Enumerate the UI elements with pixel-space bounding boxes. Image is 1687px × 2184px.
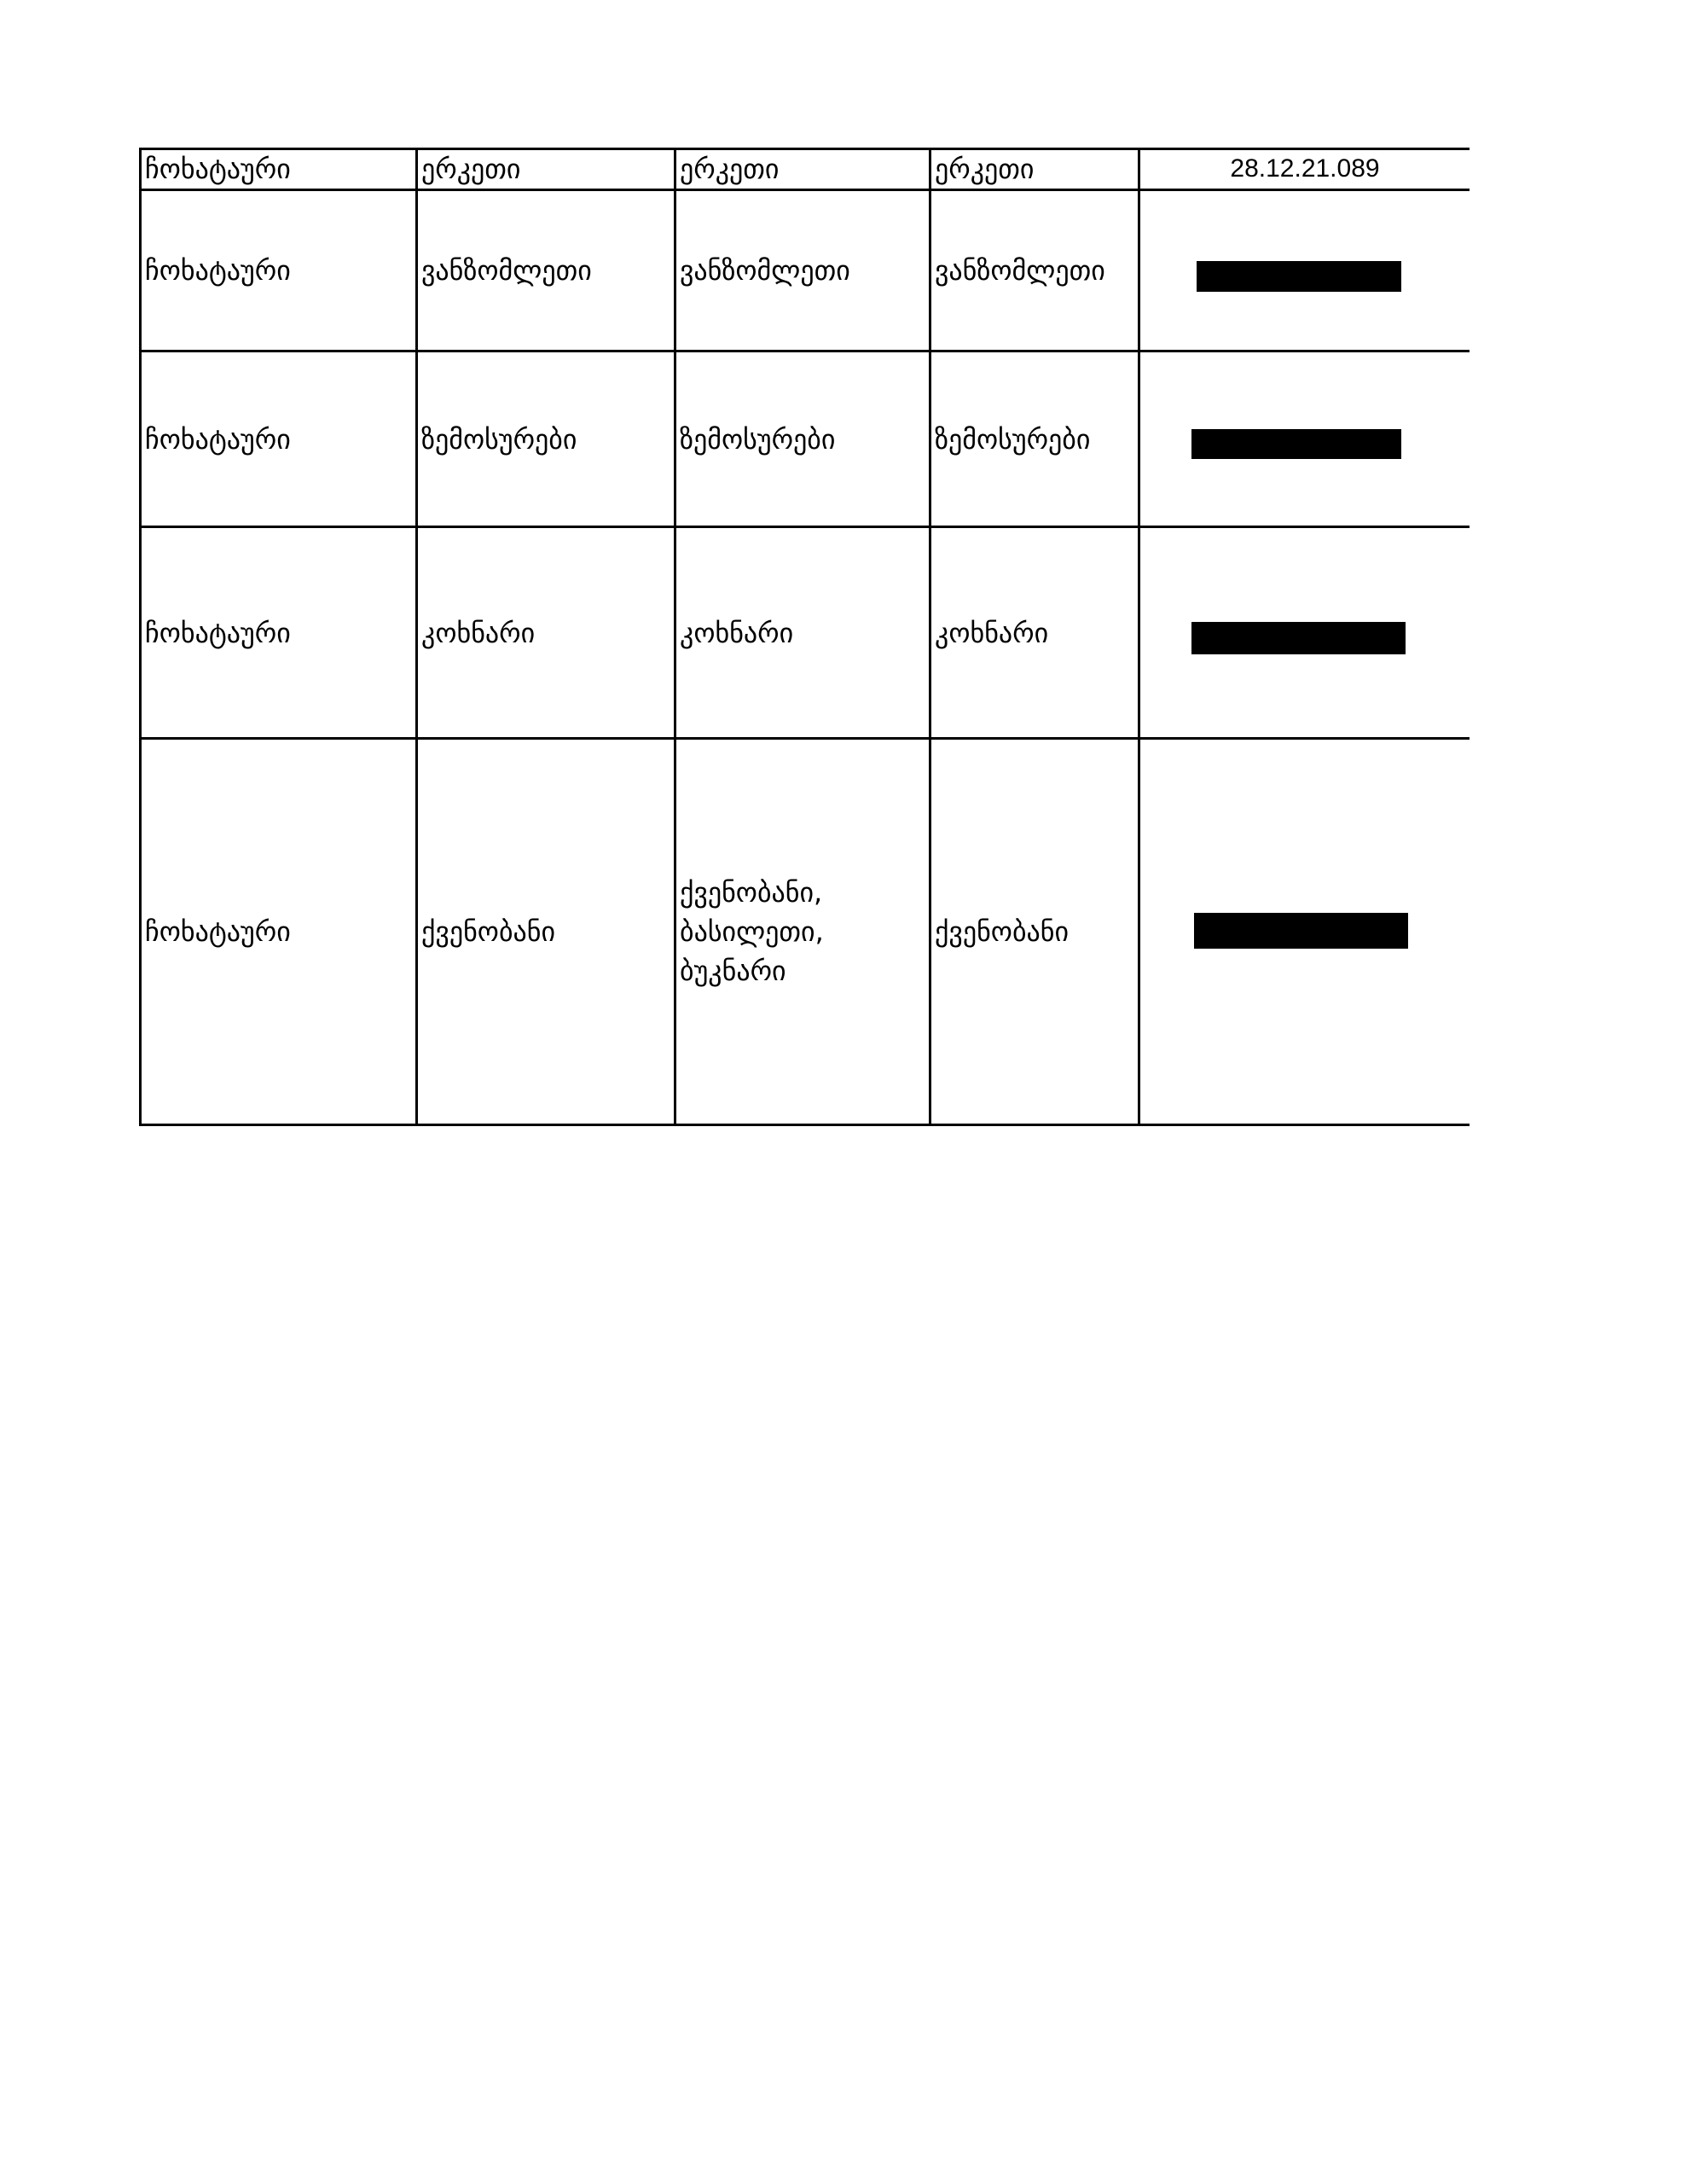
document-table — [139, 148, 1470, 1126]
table-cell: ქვენობანი — [421, 915, 556, 948]
table-column-divider — [1138, 148, 1140, 1126]
table-cell-header-municipality: ჩოხატაური — [145, 153, 291, 185]
redaction-bar — [1197, 261, 1401, 292]
table-cell: ზემოსურები — [421, 422, 577, 456]
table-cell: ვანზომლეთი — [421, 254, 592, 287]
table-cell: ჩოხატაური — [145, 616, 291, 649]
table-cell: კოხნარი — [935, 616, 1049, 649]
table-cell: ჩოხატაური — [145, 254, 291, 287]
table-cell-header-villages: ერკეთი — [680, 153, 780, 185]
table-cell: ჩოხატაური — [145, 915, 291, 948]
redaction-bar — [1194, 913, 1408, 949]
table-cell: ზემოსურები — [935, 422, 1091, 456]
table-cell-header-center: ერკეთი — [935, 153, 1035, 185]
table-cell: ვანზომლეთი — [935, 254, 1105, 287]
table-cell: ვანზომლეთი — [680, 254, 850, 287]
table-cell: კოხნარი — [680, 616, 794, 649]
table-cell: კოხნარი — [421, 616, 536, 649]
redaction-bar — [1191, 429, 1401, 459]
table-cell: ზემოსურები — [680, 422, 836, 456]
table-border-bottom — [139, 1124, 1470, 1126]
table-cell: ჩოხატაური — [145, 422, 291, 456]
table-cell-header-code: 28.12.21.089 — [1230, 154, 1380, 183]
table-cell: ქვენობანი — [935, 915, 1070, 948]
table-cell: ქვენობანი, ბასილეთი, ბუკნარი — [680, 876, 824, 987]
redaction-bar — [1191, 622, 1406, 654]
table-cell-header-community: ერკეთი — [421, 153, 521, 185]
